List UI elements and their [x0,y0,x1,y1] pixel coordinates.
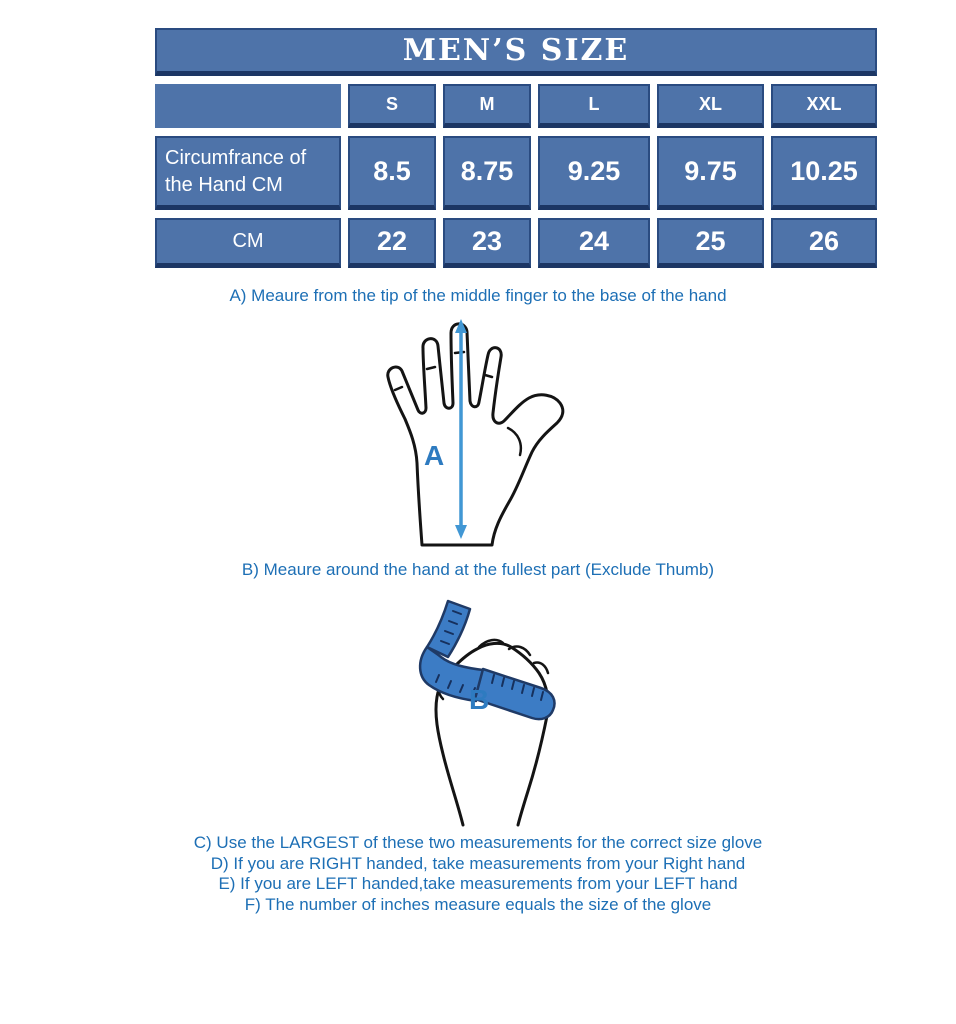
value-cell: 9.75 [657,136,764,210]
value-cell: 26 [771,218,877,268]
value-cell: 10.25 [771,136,877,210]
table-title: MEN’S SIZE [155,28,877,76]
value-cell: 9.25 [538,136,650,210]
value-cell: 24 [538,218,650,268]
col-header-xl: XL [657,84,764,128]
value-cell: 22 [348,218,436,268]
col-header-xxl: XXL [771,84,877,128]
fist-illustration [391,589,591,829]
value-cell: 23 [443,218,531,268]
row-label-circumference: Circumfrance of the Hand CM [155,136,341,210]
instruction-e: E) If you are LEFT handed,take measurements from your LEFT hand [218,874,738,893]
label-b: B [469,684,490,715]
col-header-m: M [443,84,531,128]
value-cell: 25 [657,218,764,268]
table-row [155,218,877,268]
label-a: A [424,440,445,471]
col-header-l: L [538,84,650,128]
col-header-s: S [348,84,436,128]
corner-cell [155,84,341,128]
row-label-cm: CM [155,218,341,268]
instruction-b: B) Meaure around the hand at the fullest part (Exclude Thumb) [241,560,715,579]
instruction-d: D) If you are RIGHT handed, take measurements from your Right hand [210,853,746,873]
instruction-c: C) Use the LARGEST of these two measurements for the correct size glove [193,833,763,852]
size-header-row [155,84,877,128]
instruction-footer [0,833,956,915]
instruction-f: F) The number of inches measure equals the size of the glove [244,894,712,914]
value-cell: 8.5 [348,136,436,210]
value-cell: 8.75 [443,136,531,210]
table-row [155,136,877,210]
open-hand-illustration [368,313,588,548]
mens-size-table [155,28,877,268]
instruction-a: A) Meaure from the tip of the middle finger to the base of the hand [229,286,727,305]
hand-outline [388,324,563,545]
